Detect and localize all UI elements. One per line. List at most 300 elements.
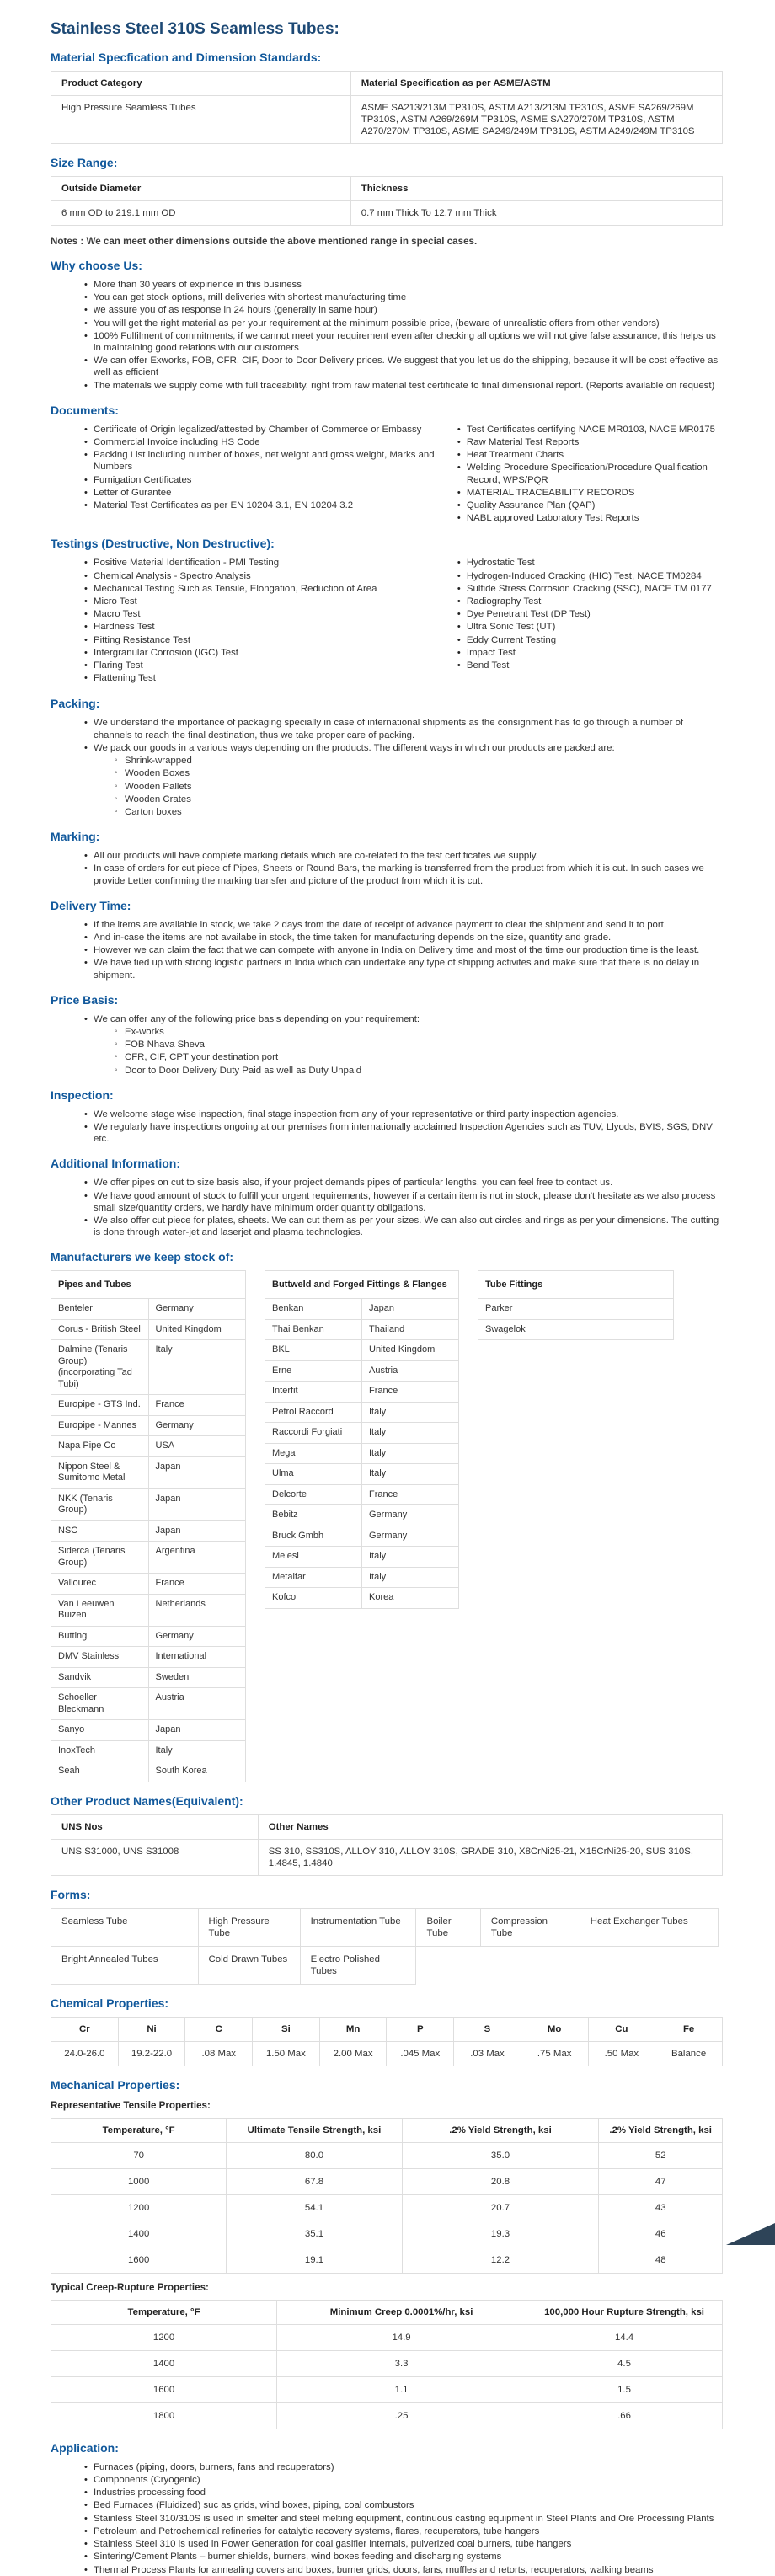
manufacturer-row (265, 1567, 459, 1588)
cell-uns-nos: UNS S31000, UNS S31008 (51, 1839, 259, 1875)
manufacturer-row (51, 1542, 246, 1574)
manufacturer-row (265, 1484, 459, 1505)
tensile-yield-2: 47 (599, 2168, 723, 2194)
chemical-properties-table (51, 2017, 723, 2066)
tensile-uts: 54.1 (227, 2194, 402, 2221)
tensile-uts: 80.0 (227, 2142, 402, 2168)
tensile-yield-2: 43 (599, 2194, 723, 2221)
manufacturer-country: United Kingdom (148, 1319, 246, 1340)
bullet-item: • Fumigation Certificates (84, 474, 447, 486)
creep-min-creep: 14.9 (277, 2324, 526, 2350)
manufacturer-name: Bruck Gmbh (265, 1526, 362, 1547)
manufacturer-name: Dalmine (Tenaris Group) (incorporating Tad Tubi) (51, 1340, 149, 1395)
manufacturer-country: Italy (362, 1443, 459, 1464)
manufacturer-country: France (148, 1574, 246, 1595)
manufacturer-country: International (148, 1647, 246, 1668)
size-range-table (51, 176, 723, 226)
sub-bullet-item: ◦ Door to Door Delivery Duty Paid as well as Duty Unpaid (115, 1065, 723, 1077)
table-row (51, 96, 723, 144)
tube-fittings-table (478, 1270, 674, 1340)
tensile-temperature: 1600 (51, 2247, 227, 2273)
chemical-value-cell: .03 Max (454, 2041, 521, 2066)
tensile-temperature: 70 (51, 2142, 227, 2168)
bullet-item: • Flattening Test (84, 672, 447, 684)
manufacturer-row (51, 1688, 246, 1720)
manufacturer-name: DMV Stainless (51, 1647, 149, 1668)
manufacturer-name: Sanyo (51, 1720, 149, 1741)
col-other-names: Other Names (258, 1814, 722, 1839)
bullet-item: • 100% Fulfilment of commitments, if we cannot meet your requirement even after checking all options we will not give false assurance, this helps us in maintaining good relations with our customers (84, 330, 723, 354)
manufacturer-country: Italy (362, 1464, 459, 1485)
manufacturer-country: Japan (148, 1520, 246, 1542)
manufacturer-row (265, 1588, 459, 1609)
forms-table (51, 1908, 723, 1985)
col-thickness: Thickness (350, 177, 722, 201)
manufacturer-country: Germany (148, 1626, 246, 1647)
manufacturer-country: Italy (148, 1340, 246, 1395)
manufacturer-name: Napa Pipe Co (51, 1436, 149, 1457)
tensile-row (51, 2168, 723, 2194)
manufacturer-name: Europipe - GTS Ind. (51, 1395, 149, 1416)
chemical-value-cell: 19.2-22.0 (118, 2041, 185, 2066)
bullet-item: • Sulfide Stress Corrosion Cracking (SSC), NACE TM 0177 (457, 583, 723, 595)
manufacturer-row (265, 1526, 459, 1547)
manufacturer-row (51, 1415, 246, 1436)
manufacturers-tables (51, 1270, 723, 1782)
sub-bullet-item: ◦ Ex-works (115, 1026, 723, 1038)
chemical-value-cell: .045 Max (387, 2041, 454, 2066)
section-heading-mechanical: Mechanical Properties: (51, 2077, 180, 2092)
manufacturer-name: Sandvik (51, 1667, 149, 1688)
manufacturer-country: Germany (362, 1505, 459, 1526)
manufacturer-row (51, 1667, 246, 1688)
section-heading-documents: Documents: (51, 403, 119, 417)
tensile-header-cell: Ultimate Tensile Strength, ksi (227, 2118, 402, 2142)
section-heading-packing: Packing: (51, 697, 100, 711)
manufacturer-name: Mega (265, 1443, 362, 1464)
forms-row-2 (51, 1946, 723, 1985)
manufacturer-row (51, 1488, 246, 1520)
packing-list (51, 717, 723, 754)
manufacturer-row (265, 1382, 459, 1403)
tensile-yield-2: 48 (599, 2247, 723, 2273)
section-heading-why-choose-us: Why choose Us: (51, 259, 142, 272)
manufacturer-name: Van Leeuwen Buizen (51, 1594, 149, 1626)
sub-bullet-item: ◦ Carton boxes (115, 806, 723, 818)
bullet-item: • Test Certificates certifying NACE MR0103, NACE MR0175 (457, 424, 723, 436)
documents-list-right (447, 424, 723, 526)
bullet-item: • You will get the right material as per your requirement at the minimum possible price, (beware of unrealistic offers from other vendors) (84, 318, 723, 329)
bullet-item: • And in-case the items are not availabe in stock, the time taken for manufacturing depends on the size, quantity and grade. (84, 932, 723, 943)
forms-row-1 (51, 1908, 723, 1947)
marking-list (51, 850, 723, 887)
manufacturer-name: Europipe - Mannes (51, 1415, 149, 1436)
bullet-item: • we assure you of as response in 24 hours (generally in same hour) (84, 304, 723, 316)
manufacturer-name: Siderca (Tenaris Group) (51, 1542, 149, 1574)
inspection-list (51, 1109, 723, 1146)
manufacturer-country: Sweden (148, 1667, 246, 1688)
manufacturer-country: Italy (362, 1402, 459, 1423)
manufacturer-name: Melesi (265, 1547, 362, 1568)
manufacturer-row (265, 1402, 459, 1423)
chemical-value-cell: .08 Max (185, 2041, 253, 2066)
creep-header-cell: Minimum Creep 0.0001%/hr, ksi (277, 2300, 526, 2324)
sub-bullet-item: ◦ Wooden Boxes (115, 767, 723, 779)
manufacturer-name: Kofco (265, 1588, 362, 1609)
manufacturer-country: Argentina (148, 1542, 246, 1574)
manufacturer-name: Swagelok (478, 1319, 674, 1340)
bullet-item: • Letter of Gurantee (84, 487, 447, 499)
chemical-element-header: C (185, 2017, 253, 2041)
bullet-item: • Flaring Test (84, 660, 447, 671)
bullet-item: • Hardness Test (84, 621, 447, 633)
manufacturer-country: Italy (148, 1740, 246, 1761)
bullet-item: • Macro Test (84, 608, 447, 620)
testings-list-right (447, 557, 723, 685)
chemical-element-header: Ni (118, 2017, 185, 2041)
bullet-item: • Material Test Certificates as per EN 10204 3.1, EN 10204 3.2 (84, 500, 447, 511)
creep-temperature: 1800 (51, 2402, 277, 2429)
manufacturer-row (51, 1626, 246, 1647)
manufacturer-name: Parker (478, 1299, 674, 1320)
bullet-item: • Furnaces (piping, doors, burners, fans and recuperators) (84, 2461, 723, 2473)
bullet-item: • Welding Procedure Specification/Procedure Qualification Record, WPS/PQR (457, 462, 723, 485)
bullet-item: • However we can claim the fact that we can compete with anyone in India on Delivery time and most of the time our production time is the least. (84, 944, 723, 956)
bullet-item: • Commercial Invoice including HS Code (84, 436, 447, 448)
manufacturer-name: Ulma (265, 1464, 362, 1485)
bullet-item: • Ultra Sonic Test (UT) (457, 621, 723, 633)
bullet-item: • Certificate of Origin legalized/attested by Chamber of Commerce or Embassy (84, 424, 447, 436)
price-basis-list (51, 1013, 723, 1025)
tensile-uts: 19.1 (227, 2247, 402, 2273)
cell-outside-diameter: 6 mm OD to 219.1 mm OD (51, 201, 351, 226)
creep-temperature: 1600 (51, 2376, 277, 2402)
chemical-value-cell: Balance (655, 2041, 723, 2066)
table-header-row (51, 72, 723, 96)
sub-bullet-item: ◦ Shrink-wrapped (115, 755, 723, 767)
tensile-header-cell: .2% Yield Strength, ksi (599, 2118, 723, 2142)
section-heading-inspection: Inspection: (51, 1088, 114, 1102)
bullet-item: • We welcome stage wise inspection, final stage inspection from any of your representative or third party inspection agencies. (84, 1109, 723, 1120)
bullet-item: • Mechanical Testing Such as Tensile, Elongation, Reduction of Area (84, 583, 447, 595)
tube-fittings-header: Tube Fittings (478, 1271, 674, 1299)
tensile-row (51, 2221, 723, 2247)
creep-properties-subheading: Typical Creep-Rupture Properties: (51, 2281, 209, 2293)
manufacturer-row (51, 1720, 246, 1741)
manufacturer-name: Nippon Steel & Sumitomo Metal (51, 1456, 149, 1488)
bullet-item: • Eddy Current Testing (457, 634, 723, 646)
manufacturer-name: Seah (51, 1761, 149, 1782)
tensile-yield-1: 19.3 (402, 2221, 599, 2247)
section-heading-other-names: Other Product Names(Equivalent): (51, 1793, 243, 1808)
table-header-row (51, 1271, 246, 1299)
bullet-item: • Radiography Test (457, 596, 723, 607)
table-header-row (51, 1814, 723, 1839)
creep-row (51, 2376, 723, 2402)
bullet-item: • Dye Penetrant Test (DP Test) (457, 608, 723, 620)
manufacturer-row (265, 1360, 459, 1382)
chemical-value-cell: 2.00 Max (319, 2041, 387, 2066)
section-heading-additional-info: Additional Information: (51, 1157, 180, 1171)
page-title: Stainless Steel 310S Seamless Tubes: (51, 20, 339, 38)
col-uns-nos: UNS Nos (51, 1814, 259, 1839)
manufacturer-country: Thailand (362, 1319, 459, 1340)
manufacturer-name: Petrol Raccord (265, 1402, 362, 1423)
sub-bullet-item: ◦ CFR, CIF, CPT your destination port (115, 1051, 723, 1063)
bullet-item: • Micro Test (84, 596, 447, 607)
sub-bullet-item: ◦ Wooden Pallets (115, 781, 723, 793)
bullet-item: • We also offer cut piece for plates, sheets. We can cut them as per your sizes. We can also cut circles and rings as per your dimensions. The cutting is done through water-jet and laserjet and plasma technologies. (84, 1215, 723, 1238)
bullet-item: • We offer pipes on cut to size basis also, if your project demands pipes of particular lengths, you can feel free to contact us. (84, 1177, 723, 1189)
tensile-row (51, 2194, 723, 2221)
manufacturer-name: Benkan (265, 1299, 362, 1320)
manufacturer-name: Corus - British Steel (51, 1319, 149, 1340)
creep-min-creep: 1.1 (277, 2376, 526, 2402)
testings-columns (51, 557, 723, 685)
section-heading-testings: Testings (Destructive, Non Destructive): (51, 537, 275, 551)
chemical-element-header: Mn (319, 2017, 387, 2041)
manufacturer-row (265, 1340, 459, 1361)
manufacturer-country: Korea (362, 1588, 459, 1609)
tensile-uts: 35.1 (227, 2221, 402, 2247)
manufacturer-row (265, 1443, 459, 1464)
bullet-item: • Industries processing food (84, 2487, 723, 2499)
sub-bullet-item: ◦ Wooden Crates (115, 794, 723, 805)
manufacturer-row (265, 1423, 459, 1444)
bullet-item: • Intergranular Corrosion (IGC) Test (84, 647, 447, 659)
material-spec-table (51, 71, 723, 144)
manufacturer-row (265, 1547, 459, 1568)
bullet-item: • The materials we supply come with full traceability, right from raw material test certificate to final dimensional report. (Reports available on request) (84, 380, 723, 392)
manufacturer-country: France (362, 1382, 459, 1403)
bullet-item: • In case of orders for cut piece of Pipes, Sheets or Round Bars, the marking is transferred from the product from which it is cut. In such cases we provide Letter confirming the marking transfer and picture of the product from which it is cut. (84, 863, 723, 886)
section-heading-price-basis: Price Basis: (51, 992, 119, 1007)
tensile-yield-2: 46 (599, 2221, 723, 2247)
manufacturer-country: Netherlands (148, 1594, 246, 1626)
manufacturer-row (51, 1594, 246, 1626)
buttweld-fittings-table (265, 1270, 459, 1609)
manufacturer-country: Germany (148, 1415, 246, 1436)
chemical-element-header: Fe (655, 2017, 723, 2041)
creep-min-creep: .25 (277, 2402, 526, 2429)
bullet-item: • We can offer any of the following price basis depending on your requirement: (84, 1013, 723, 1025)
manufacturer-country: USA (148, 1436, 246, 1457)
manufacturer-country: Italy (362, 1567, 459, 1588)
chemical-element-header: Cr (51, 2017, 119, 2041)
manufacturer-name: BKL (265, 1340, 362, 1361)
tensile-yield-1: 20.8 (402, 2168, 599, 2194)
other-names-table (51, 1814, 723, 1876)
chemical-value-cell: 24.0-26.0 (51, 2041, 119, 2066)
creep-header-cell: 100,000 Hour Rupture Strength, ksi (526, 2300, 723, 2324)
manufacturer-country: Austria (148, 1688, 246, 1720)
tensile-properties-subheading: Representative Tensile Properties: (51, 2099, 211, 2111)
bullet-item: • Components (Cryogenic) (84, 2474, 723, 2486)
table-row (51, 1839, 723, 1875)
tensile-row (51, 2142, 723, 2168)
bullet-item: • We regularly have inspections ongoing at our premises from internationally acclaimed Inspection Agencies such as TUV, Llyods, BVIS, SGS, DNV etc. (84, 1121, 723, 1145)
manufacturer-name: Metalfar (265, 1567, 362, 1588)
table-header-row (51, 2017, 723, 2041)
bullet-item: • Packing List including number of boxes, net weight and gross weight, Marks and Numbers (84, 449, 447, 473)
tensile-yield-1: 35.0 (402, 2142, 599, 2168)
manufacturer-country: Japan (148, 1720, 246, 1741)
bullet-item: • Stainless Steel 310/310S is used in smelter and steel melting equipment, continuous casting equipment in Steel Plants and Ore Processing Plants (84, 2513, 723, 2525)
bullet-item: • Impact Test (457, 647, 723, 659)
buttweld-fittings-header: Buttweld and Forged Fittings & Flanges (265, 1271, 459, 1299)
bullet-item: • We have tied up with strong logistic partners in India which can undertake any type of shipping activites and make sure that there is no delay in shipment. (84, 957, 723, 981)
bullet-item: • Raw Material Test Reports (457, 436, 723, 448)
chemical-element-header: Si (253, 2017, 320, 2041)
manufacturer-row (51, 1761, 246, 1782)
creep-temperature: 1200 (51, 2324, 277, 2350)
bullet-item: • Hydrogen-Induced Cracking (HIC) Test, NACE TM0284 (457, 570, 723, 582)
documents-columns (51, 424, 723, 526)
manufacturer-country: Japan (148, 1488, 246, 1520)
bullet-item: • We understand the importance of packaging specially in case of international shipments as the consignment has to go through a number of channels to reach the final destination, thus we take proper care of packing. (84, 717, 723, 740)
table-header-row (478, 1271, 674, 1299)
chemical-value-cell: 1.50 Max (253, 2041, 320, 2066)
bullet-item: • We can offer Exworks, FOB, CFR, CIF, Door to Door Delivery prices. We suggest that you let us do the shipping, because it will be cost effective as well as efficient (84, 355, 723, 378)
creep-min-creep: 3.3 (277, 2350, 526, 2376)
manufacturer-row (51, 1456, 246, 1488)
section-heading-manufacturers: Manufacturers we keep stock of: (51, 1250, 234, 1264)
manufacturer-country: South Korea (148, 1761, 246, 1782)
col-outside-diameter: Outside Diameter (51, 177, 351, 201)
tensile-temperature: 1200 (51, 2194, 227, 2221)
bullet-item: • Quality Assurance Plan (QAP) (457, 500, 723, 511)
form-cell: Electro Polished Tubes (300, 1946, 417, 1985)
bullet-item: • Chemical Analysis - Spectro Analysis (84, 570, 447, 582)
bullet-item: • We have good amount of stock to fulfill your urgent requirements, however if a certain item is not in stock, please don't hesitate as we also process small size/quantity orders, we hardly have minimum order quantity obligations. (84, 1190, 723, 1214)
section-heading-chemical: Chemical Properties: (51, 1996, 169, 2010)
manufacturer-name: Erne (265, 1360, 362, 1382)
manufacturer-row (51, 1319, 246, 1340)
manufacturer-country: France (148, 1395, 246, 1416)
tensile-yield-1: 20.7 (402, 2194, 599, 2221)
bullet-item: • Thermal Process Plants for annealing covers and boxes, burner grids, doors, fans, muffles and retorts, recuperators, walking beams (84, 2564, 723, 2576)
bullet-item: • Sintering/Cement Plants – burner shields, burners, wind boxes feeding and discharging systems (84, 2551, 723, 2563)
creep-row (51, 2402, 723, 2429)
bullet-item: • NABL approved Laboratory Test Reports (457, 512, 723, 524)
bullet-item: • You can get stock options, mill deliveries with shortest manufacturing time (84, 291, 723, 303)
creep-row (51, 2350, 723, 2376)
table-header-row (51, 2118, 723, 2142)
manufacturer-row (265, 1464, 459, 1485)
chemical-element-header: P (387, 2017, 454, 2041)
manufacturer-name: Delcorte (265, 1484, 362, 1505)
form-cell: Compression Tube (480, 1908, 580, 1947)
manufacturer-name: Vallourec (51, 1574, 149, 1595)
manufacturer-row (265, 1505, 459, 1526)
bullet-item: • Pitting Resistance Test (84, 634, 447, 646)
bullet-item: • Hydrostatic Test (457, 557, 723, 569)
table-header-row (51, 177, 723, 201)
manufacturer-country: Japan (362, 1299, 459, 1320)
creep-rupture-strength: 14.4 (526, 2324, 723, 2350)
manufacturer-row (51, 1436, 246, 1457)
section-heading-material-spec: Material Specfication and Dimension Standards: (51, 51, 322, 64)
tensile-header-cell: Temperature, °F (51, 2118, 227, 2142)
manufacturer-country: Japan (148, 1456, 246, 1488)
chemical-value-cell: .75 Max (521, 2041, 588, 2066)
bullet-item: • If the items are available in stock, we take 2 days from the date of receipt of advance payment to clear the shipment and send it to port. (84, 919, 723, 931)
tensile-temperature: 1000 (51, 2168, 227, 2194)
bullet-item: • Positive Material Identification - PMI Testing (84, 557, 447, 569)
manufacturer-row (51, 1520, 246, 1542)
manufacturer-country: Italy (362, 1547, 459, 1568)
form-cell: Instrumentation Tube (300, 1908, 417, 1947)
table-header-row (51, 2300, 723, 2324)
creep-header-cell: Temperature, °F (51, 2300, 277, 2324)
manufacturer-row (478, 1319, 674, 1340)
col-material-spec: Material Specification as per ASME/ASTM (350, 72, 722, 96)
tensile-header-cell: .2% Yield Strength, ksi (402, 2118, 599, 2142)
bullet-item: • More than 30 years of expirience in this business (84, 279, 723, 291)
tensile-uts: 67.8 (227, 2168, 402, 2194)
table-row (51, 2041, 723, 2066)
tensile-temperature: 1400 (51, 2221, 227, 2247)
form-cell: Bright Annealed Tubes (51, 1946, 199, 1985)
manufacturer-country: France (362, 1484, 459, 1505)
bullet-item: • MATERIAL TRACEABILITY RECORDS (457, 487, 723, 499)
manufacturer-name: Interfit (265, 1382, 362, 1403)
creep-rupture-strength: 4.5 (526, 2350, 723, 2376)
price-basis-sub-list (51, 1026, 723, 1077)
manufacturer-name: Thai Benkan (265, 1319, 362, 1340)
form-cell: Seamless Tube (51, 1908, 199, 1947)
why-choose-us-list (51, 279, 723, 392)
manufacturer-row (51, 1740, 246, 1761)
chemical-element-header: Cu (588, 2017, 655, 2041)
tensile-properties-table (51, 2118, 723, 2274)
form-cell: High Pressure Tube (198, 1908, 301, 1947)
manufacturer-name: Schoeller Bleckmann (51, 1688, 149, 1720)
bullet-item: • We pack our goods in a various ways depending on the products. The different ways in which our products are packed are: (84, 742, 723, 754)
manufacturer-row (51, 1299, 246, 1320)
form-cell: Cold Drawn Tubes (198, 1946, 301, 1985)
cell-thickness: 0.7 mm Thick To 12.7 mm Thick (350, 201, 722, 226)
manufacturer-country: Austria (362, 1360, 459, 1382)
bullet-item: • Stainless Steel 310 is used in Power Generation for coal gasifier internals, pulverized coal burners, tube hangers (84, 2538, 723, 2550)
cell-material-spec: ASME SA213/213M TP310S, ASTM A213/213M TP310S, ASME SA269/269M TP310S, ASTM A269/269M TP310S, ASME SA270/270M TP310S, ASTM A270/270M TP310S, ASME SA249/249M TP310S, ASTM A249/249M TP310S (350, 96, 722, 144)
manufacturer-name: InoxTech (51, 1740, 149, 1761)
tensile-yield-2: 52 (599, 2142, 723, 2168)
creep-rupture-table (51, 2300, 723, 2429)
manufacturer-name: NSC (51, 1520, 149, 1542)
creep-temperature: 1400 (51, 2350, 277, 2376)
manufacturer-country: Germany (362, 1526, 459, 1547)
manufacturer-country: United Kingdom (362, 1340, 459, 1361)
chemical-element-header: Mo (521, 2017, 588, 2041)
notes-line: Notes : We can meet other dimensions outside the above mentioned range in special cases. (51, 236, 478, 247)
section-heading-application: Application: (51, 2440, 119, 2455)
creep-row (51, 2324, 723, 2350)
cell-product-category: High Pressure Seamless Tubes (51, 96, 351, 144)
application-list (51, 2461, 723, 2576)
manufacturer-row (51, 1574, 246, 1595)
pipes-and-tubes-table (51, 1270, 246, 1782)
table-header-row (265, 1271, 459, 1299)
manufacturer-country: Germany (148, 1299, 246, 1320)
manufacturer-row (51, 1395, 246, 1416)
manufacturer-country: Italy (362, 1423, 459, 1444)
form-cell: Boiler Tube (415, 1908, 480, 1947)
packing-sub-list (51, 755, 723, 818)
sub-bullet-item: ◦ FOB Nhava Sheva (115, 1039, 723, 1050)
chemical-value-cell: .50 Max (588, 2041, 655, 2066)
table-row (51, 201, 723, 226)
